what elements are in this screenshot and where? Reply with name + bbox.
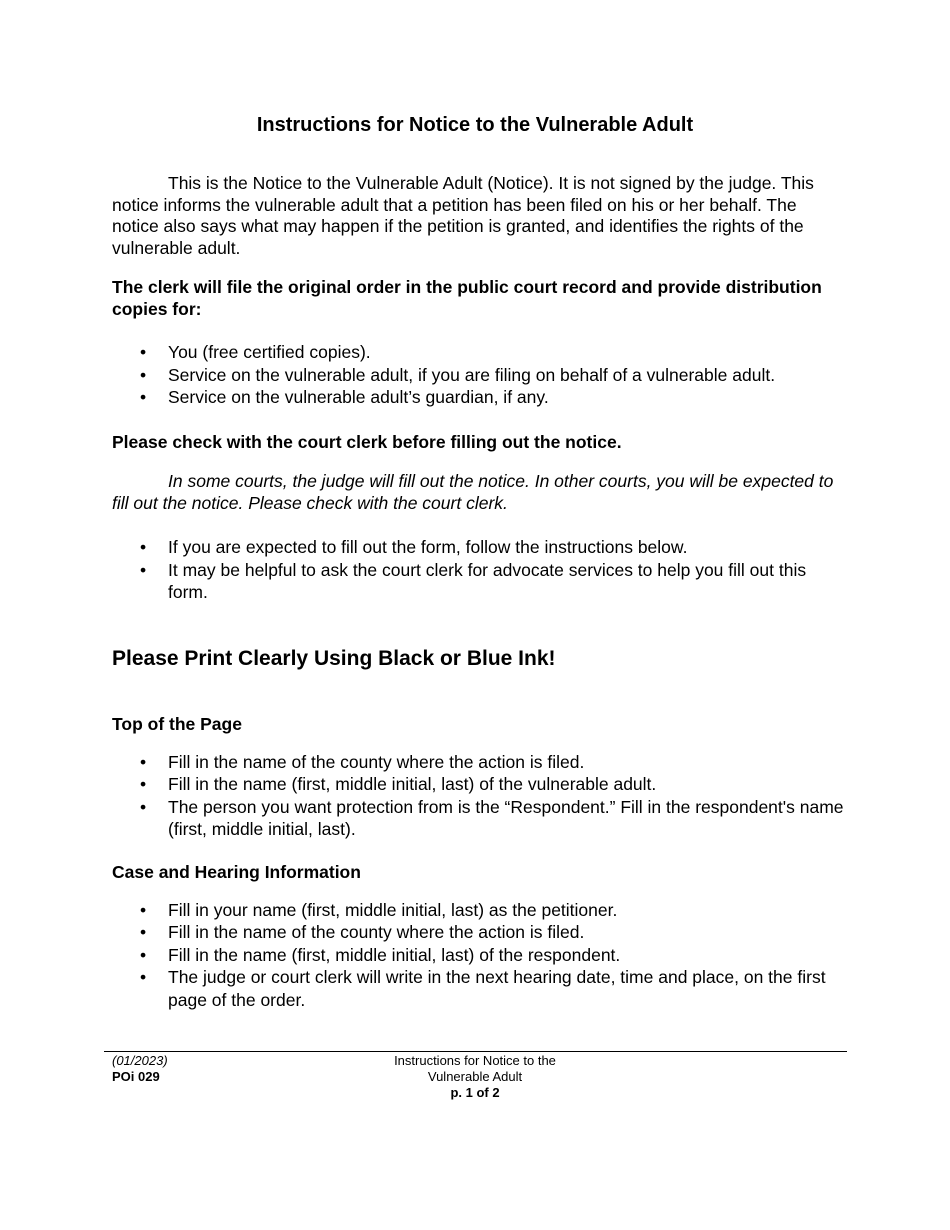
bullet-icon: • [140,774,147,794]
list-item: • Service on the vulnerable adult, if you are filing on behalf of a vulnerable adult. [140,364,776,385]
check-note-section [112,471,844,604]
page-title: Instructions for Notice to the Vulnerable Adult [256,114,694,136]
bullet-icon: • [140,537,147,557]
list-item: • It may be helpful to ask the court clerk for advocate services to help you fill out this form. [140,559,807,602]
intro-section [112,173,844,259]
top-list [112,751,844,841]
footer-form-id: POi 029 [112,1069,160,1084]
footer-title-line1: Instructions for Notice to the [394,1053,556,1068]
clerk-list [112,341,844,409]
check-italic-note: In some courts, the judge will fill out the notice. In other courts, you will be expected to fill out the notice. Please check with the court clerk. [112,471,834,513]
check-list [112,536,844,604]
bullet-icon: • [140,387,147,407]
top-of-page-section [112,714,844,841]
bullet-icon: • [140,342,147,362]
list-item: • Fill in the name (first, middle initial, last) of the vulnerable adult. [140,774,657,794]
footer-center [325,1053,625,1101]
list-item: • Fill in your name (first, middle initial, last) as the petitioner. [140,899,618,920]
bullet-icon: • [140,922,147,942]
list-item: • If you are expected to fill out the form, follow the instructions below. [140,537,688,557]
case-section [112,862,844,1011]
bullet-icon: • [140,796,147,817]
bullet-icon: • [140,944,147,965]
list-item: • The person you want protection from is the “Respondent.” Fill in the respondent's name (first, middle initial, last). [140,796,844,839]
footer-left [112,1053,168,1085]
footer-date: (01/2023) [112,1053,168,1068]
check-section [112,432,844,454]
case-heading: Case and Hearing Information [112,862,361,882]
clerk-heading: The clerk will file the original order in the public court record and provide distribution copies for: [112,277,822,319]
bullet-icon: • [140,364,147,385]
list-item: • The judge or court clerk will write in the next hearing date, time and place, on the first page of the order. [140,967,826,1010]
bullet-icon: • [140,559,147,580]
list-item: • Service on the vulnerable adult’s guardian, if any. [140,387,549,407]
top-heading: Top of the Page [112,714,242,734]
print-heading: Please Print Clearly Using Black or Blue Ink! [112,647,556,670]
footer-title-line2: Vulnerable Adult [427,1069,523,1084]
print-section [112,646,844,672]
clerk-section [112,277,844,409]
list-item: • You (free certified copies). [140,342,371,362]
footer-divider [104,1051,847,1052]
list-item: • Fill in the name of the county where the action is filed. [140,922,585,942]
bullet-icon: • [140,751,147,772]
bullet-icon: • [140,967,147,987]
case-list [112,899,844,1012]
bullet-icon: • [140,899,147,920]
footer-page-number: p. 1 of 2 [450,1085,500,1100]
intro-paragraph: This is the Notice to the Vulnerable Adult (Notice). It is not signed by the judge. This notice informs the vulnerable adult that a petition has been filed on his or her behalf. The notice also says what may happen if the petition is granted, and identifies the rights of the vulnerable adult. [112,173,814,258]
list-item: • Fill in the name of the county where the action is filed. [140,751,585,772]
list-item: • Fill in the name (first, middle initial, last) of the respondent. [140,944,621,965]
check-heading: Please check with the court clerk before filling out the notice. [112,432,622,452]
